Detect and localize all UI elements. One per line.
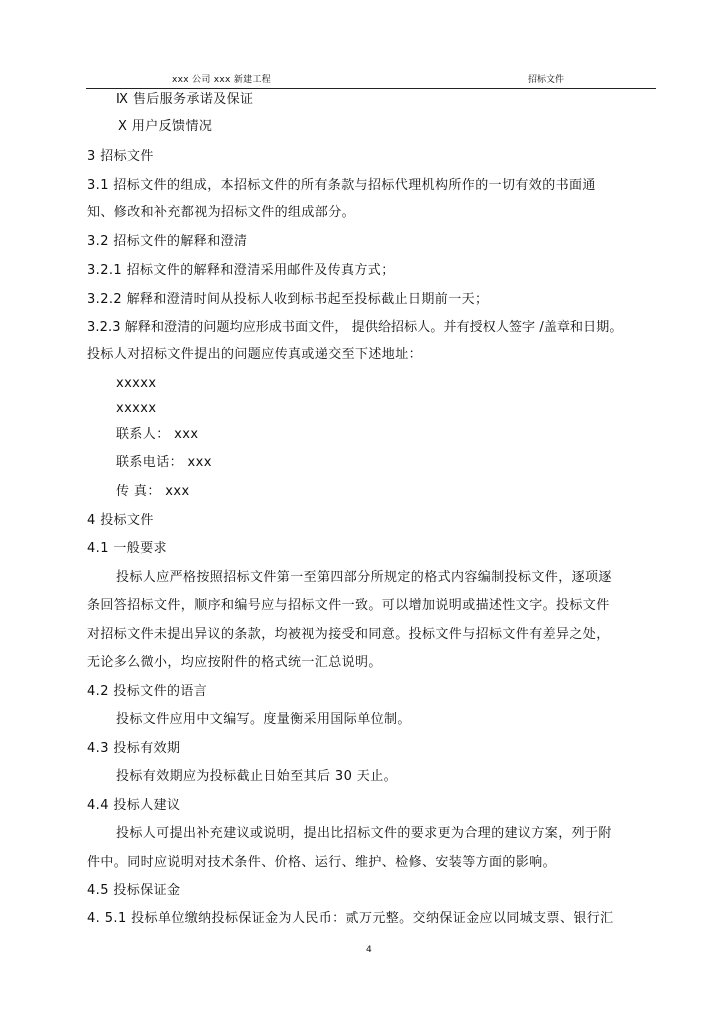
paragraph-4-4-line-2: 件中。同时应说明对技术条件、价格、运行、维护、检修、安装等方面的影响。 (87, 855, 557, 870)
clause-3-2-2: 3.2.2 解释和澄清时间从投标人收到标书起至投标截止日期前一天； (87, 292, 489, 307)
contact-person: 联系人： xxx (116, 427, 199, 442)
paragraph-4-1-line-4: 无论多么微小，均应按附件的格式统一汇总说明。 (87, 655, 382, 670)
page-number: 4 (366, 945, 372, 955)
section-heading-4-2: 4.2 投标文件的语言 (87, 684, 208, 699)
section-heading-4-3: 4.3 投标有效期 (87, 741, 181, 756)
paragraph-4-1-line-1: 投标人应严格按照招标文件第一至第四部分所规定的格式内容编制投标文件，逐项逐 (116, 570, 612, 585)
list-item-after-sales: Ⅸ 售后服务承诺及保证 (116, 92, 254, 107)
paragraph-3-1-line-1: 3.1 招标文件的组成，本招标文件的所有条款与招标代理机构所作的一切有效的书面通 (87, 178, 596, 193)
paragraph-3-1-line-2: 知、修改和补充都视为招标文件的组成部分。 (87, 205, 356, 220)
section-heading-4-1: 4.1 一般要求 (87, 541, 168, 556)
section-heading-4-5: 4.5 投标保证金 (87, 883, 181, 898)
paragraph-4-1-line-3: 对招标文件未提出异议的条款，均被视为接受和同意。投标文件与招标文件有差异之处， (87, 627, 610, 642)
paragraph-4-1-line-2: 条回答招标文件，顺序和编号应与招标文件一致。可以增加说明或描述性文字。投标文件 (87, 598, 610, 613)
list-item-user-feedback: Ⅹ 用户反馈情况 (118, 119, 213, 134)
header-project-name: xxx 公司 xxx 新建工程 (172, 75, 272, 85)
contact-phone: 联系电话： xxx (116, 455, 212, 470)
paragraph-4-4-line-1: 投标人可提出补充建议或说明，提出比招标文件的要求更为合理的建议方案，列于附 (116, 826, 612, 841)
clause-3-2-3: 3.2.3 解释和澄清的问题均应形成书面文件， 提供给招标人。并有授权人签字 /盖章和日期。 (87, 320, 623, 335)
address-line-2: xxxxx (116, 401, 157, 416)
section-heading-4: 4 投标文件 (87, 513, 154, 528)
address-line-1: xxxxx (116, 376, 157, 391)
section-heading-3-2: 3.2 招标文件的解释和澄清 (87, 234, 248, 249)
paragraph-4-3: 投标有效期应为投标截止日始至其后 30 天止。 (116, 769, 398, 784)
page-header (86, 70, 656, 89)
paragraph-4-2: 投标文件应用中文编写。度量衡采用国际单位制。 (116, 712, 411, 727)
section-heading-4-4: 4.4 投标人建议 (87, 798, 181, 813)
clause-4-5-1: 4. 5.1 投标单位缴纳投标保证金为人民币：贰万元整。交纳保证金应以同城支票、银行汇 (87, 911, 614, 926)
section-heading-3: 3 招标文件 (87, 149, 154, 164)
contact-fax: 传 真： xxx (116, 484, 190, 499)
header-document-title: 招标文件 (528, 75, 565, 85)
clause-3-2-1: 3.2.1 招标文件的解释和澄清采用邮件及传真方式； (87, 263, 395, 278)
address-intro: 投标人对招标文件提出的问题应传真或递交至下述地址： (87, 347, 423, 362)
